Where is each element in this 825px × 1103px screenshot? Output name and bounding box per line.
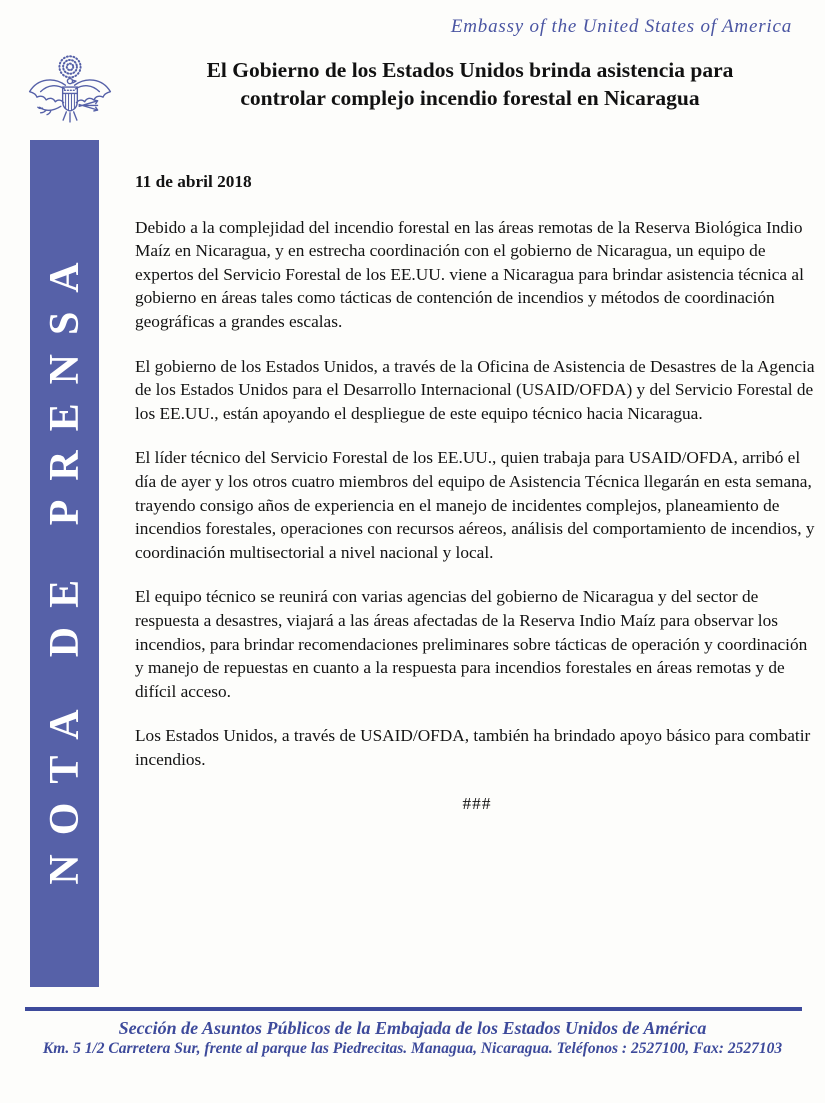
great-seal-svg bbox=[24, 54, 116, 144]
paragraph-3: El líder técnico del Servicio Forestal de los EE.UU., quien trabaja para USAID/OFDA, arribó el día de ayer y los otros cuatro miembros del equipo de Asistencia Técnica llegarán en esta semana, trayendo consigo años de experiencia en el manejo de incidentes complejos, planeamiento de incendios forestales, operaciones con recursos aéreos, análisis del comportamiento de incendios, y coordinación multisectorial a nivel nacional y local. bbox=[135, 448, 815, 562]
page-title bbox=[120, 57, 820, 112]
date-line: 11 de abril 2018 bbox=[135, 172, 252, 191]
paragraph-4: El equipo técnico se reunirá con varias agencias del gobierno de Nicaragua y del sector de respuesta a desastres, viajará a las áreas afectadas de la Reserva Indio Maíz para observar los incendios, para brindar recomendaciones preliminares sobre tácticas de operación y coordinación y manejo de repuestas en cuanto a la respuesta para incendios forestales en áreas remotas y de difícil acceso. bbox=[135, 587, 808, 701]
paragraph-5: Los Estados Unidos, a través de USAID/OFDA, también ha brindado apoyo básico para combatir incendios. bbox=[135, 726, 811, 769]
paragraph-2: El gobierno de los Estados Unidos, a través de la Oficina de Asistencia de Desastres de la Agencia de los Estados Unidos para el Desarrollo Internacional (USAID/OFDA) y del Servicio Forestal de los EE.UU., están apoyando el despliegue de este equipo técnico hacia Nicaragua. bbox=[135, 356, 815, 423]
nota-de-prensa-label: NOTA DE PRENSA bbox=[41, 242, 88, 885]
document-body bbox=[135, 170, 819, 837]
us-great-seal-icon bbox=[24, 54, 116, 144]
footer-divider bbox=[25, 1007, 802, 1011]
footer-address-line: Km. 5 1/2 Carretera Sur, frente al parque las Piedrecitas. Managua, Nicaragua. Teléfonos : 2527100, Fax: 2527103 bbox=[42, 1040, 783, 1057]
footer-section-line: Sección de Asuntos Públicos de la Embajada de los Estados Unidos de América bbox=[118, 1018, 707, 1038]
title-line-2: controlar complejo incendio forestal en Nicaragua bbox=[240, 85, 700, 110]
end-mark: ### bbox=[462, 794, 492, 814]
paragraph-1: Debido a la complejidad del incendio forestal en las áreas remotas de la Reserva Biológica Indio Maíz en Nicaragua, y en estrecha coordinación con el gobierno de Nicaragua, un equipo de expertos del Servicio Forestal de los EE.UU. viene a Nicaragua para brindar asistencia técnica al gobierno en áreas tales como tácticas de contención de incendios y métodos de coordinación geográficas a grandes escalas. bbox=[135, 217, 804, 331]
title-line-1: El Gobierno de los Estados Unidos brinda asistencia para bbox=[206, 58, 734, 82]
embassy-header: Embassy of the United States of America bbox=[450, 16, 792, 37]
nota-de-prensa-banner bbox=[30, 140, 99, 987]
